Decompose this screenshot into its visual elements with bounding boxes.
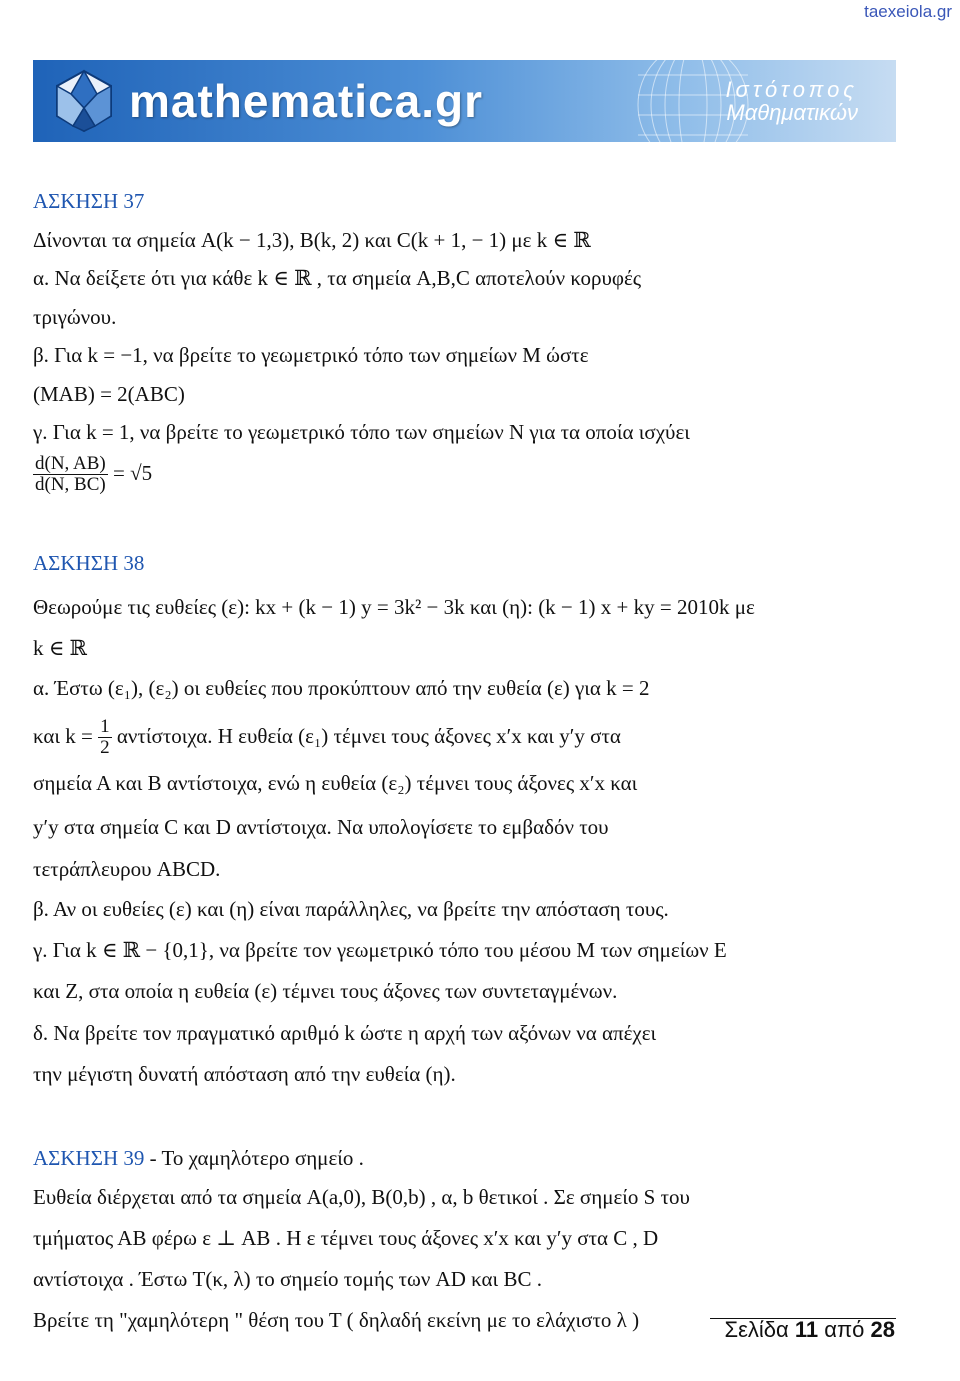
exercise-39-title: ΑΣΚΗΣΗ 39 bbox=[33, 1145, 145, 1170]
banner-tagline-line-2: Μαθηματικών bbox=[726, 100, 858, 126]
spacer bbox=[33, 496, 913, 544]
exercise-38-line-3: α. Έστω (ε₁), (ε₂) οι ευθείες που προκύπτουν από την ευθεία (ε) για k = 2 bbox=[33, 675, 650, 700]
exercise-39-subtitle: - Το χαμηλότερο σημείο . bbox=[144, 1145, 364, 1170]
exercise-37-line-5: (MAB) = 2(ABC) bbox=[33, 381, 185, 406]
exercise-38-line-11: δ. Να βρείτε τον πραγματικό αριθμό k ώστε η αρχή των αξόνων να απέχει bbox=[33, 1020, 657, 1045]
document-body bbox=[33, 182, 913, 1341]
exercise-39-line-3: αντίστοιχα . Έστω T(κ, λ) το σημείο τομής των AD και BC . bbox=[33, 1267, 542, 1292]
watermark[interactable]: taexeiola.gr bbox=[864, 2, 952, 21]
exercise-38-line-8: β. Αν οι ευθείες (ε) και (η) είναι παράλληλες, να βρείτε την απόσταση τους. bbox=[33, 896, 669, 921]
exercise-38-line-1: Θεωρούμε τις ευθείες (ε): kx + (k − 1) y = 3k² − 3k και (η): (k − 1) x + ky = 2010k με bbox=[33, 594, 755, 619]
exercise-38-line-5: σημεία Α και Β αντίστοιχα, ενώ η ευθεία (ε₂) τέμνει τους άξονες x′x και bbox=[33, 770, 638, 795]
footer-page-number: 11 bbox=[794, 1317, 819, 1342]
exercise-38-title: ΑΣΚΗΣΗ 38 bbox=[33, 551, 145, 576]
exercise-37-line-6: γ. Για k = 1, να βρείτε το γεωμετρικό τόπο των σημείων N για τα οποία ισχύει bbox=[33, 420, 690, 444]
banner-tagline bbox=[725, 78, 858, 124]
exercise-38-line-6: y′y στα σημεία C και D αντίστοιχα. Να υπολογίσετε το εμβαδόν του bbox=[33, 814, 609, 839]
exercise-37-line-4: β. Για k = −1, να βρείτε το γεωμετρικό τόπο των σημείων M ώστε bbox=[33, 343, 589, 367]
exercise-38-line-12: την μέγιστη δυνατή απόσταση από την ευθεία (η). bbox=[33, 1061, 456, 1086]
footer-of-word: από bbox=[824, 1317, 865, 1342]
exercise-39-line-4: Βρείτε τη "χαμηλότερη " θέση του Τ ( δηλαδή εκείνη με το ελάχιστο λ ) bbox=[33, 1308, 640, 1333]
exercise-37-line-1: Δίνονται τα σημεία A(k − 1,3), B(k, 2) και C(k + 1, − 1) με k ∈ ℝ bbox=[33, 227, 591, 252]
fraction-numerator: d(N, AB) bbox=[35, 452, 106, 474]
exercise-39-line-2: τμήματος ΑΒ φέρω ε ⊥ AB . Η ε τέμνει τους άξονες x′x και y′y στα C , D bbox=[33, 1226, 659, 1251]
fraction-rhs: = √5 bbox=[112, 460, 153, 485]
exercise-38-line-7: τετράπλευρου ABCD. bbox=[33, 856, 221, 881]
exercise-37-line-3: τριγώνου. bbox=[33, 304, 117, 329]
fraction-denominator: d(N, BC) bbox=[35, 474, 106, 496]
distance-ratio-fraction bbox=[33, 454, 108, 497]
k-fraction bbox=[98, 717, 112, 760]
fraction-numerator: 1 bbox=[100, 715, 110, 737]
polyhedron-logo-icon bbox=[51, 68, 117, 134]
exercise-38-line-4-start: και k = bbox=[33, 723, 93, 748]
banner-logo-text: mathematica.gr bbox=[129, 75, 484, 127]
exercise-38-line-9: γ. Για k ∈ ℝ − {0,1}, να βρείτε τον γεωμετρικό τόπο του μέσου Μ των σημείων Ε bbox=[33, 937, 727, 962]
banner-tagline-line-1: Ιστότοπος bbox=[725, 77, 858, 102]
footer-page-word: Σελίδα bbox=[724, 1317, 789, 1342]
site-banner bbox=[33, 60, 896, 142]
exercise-38-line-10: και Ζ, στα οποία η ευθεία (ε) τέμνει τους άξονες των συντεταγμένων. bbox=[33, 978, 618, 1003]
exercise-37-fraction-row bbox=[33, 454, 913, 497]
spacer bbox=[33, 1093, 913, 1139]
exercise-38-line-4-end: αντίστοιχα. Η ευθεία (ε₁) τέμνει τους άξονες x′x και y′y στα bbox=[116, 723, 621, 748]
footer-total-pages: 28 bbox=[870, 1317, 895, 1342]
exercise-38-line-2: k ∈ ℝ bbox=[33, 635, 87, 660]
exercise-39-heading-row bbox=[33, 1139, 913, 1178]
page-footer bbox=[724, 1317, 895, 1343]
exercise-37-line-2: α. Να δείξετε ότι για κάθε k ∈ ℝ , τα σημεία A,B,C αποτελούν κορυφές bbox=[33, 266, 642, 290]
fraction-denominator: 2 bbox=[100, 737, 110, 759]
exercise-39-line-1: Ευθεία διέρχεται από τα σημεία A(a,0), B(0,b) , α, b θετικοί . Σε σημείο S του bbox=[33, 1185, 690, 1210]
exercise-38-line-4 bbox=[33, 711, 913, 761]
exercise-37-title: ΑΣΚΗΣΗ 37 bbox=[33, 189, 145, 213]
